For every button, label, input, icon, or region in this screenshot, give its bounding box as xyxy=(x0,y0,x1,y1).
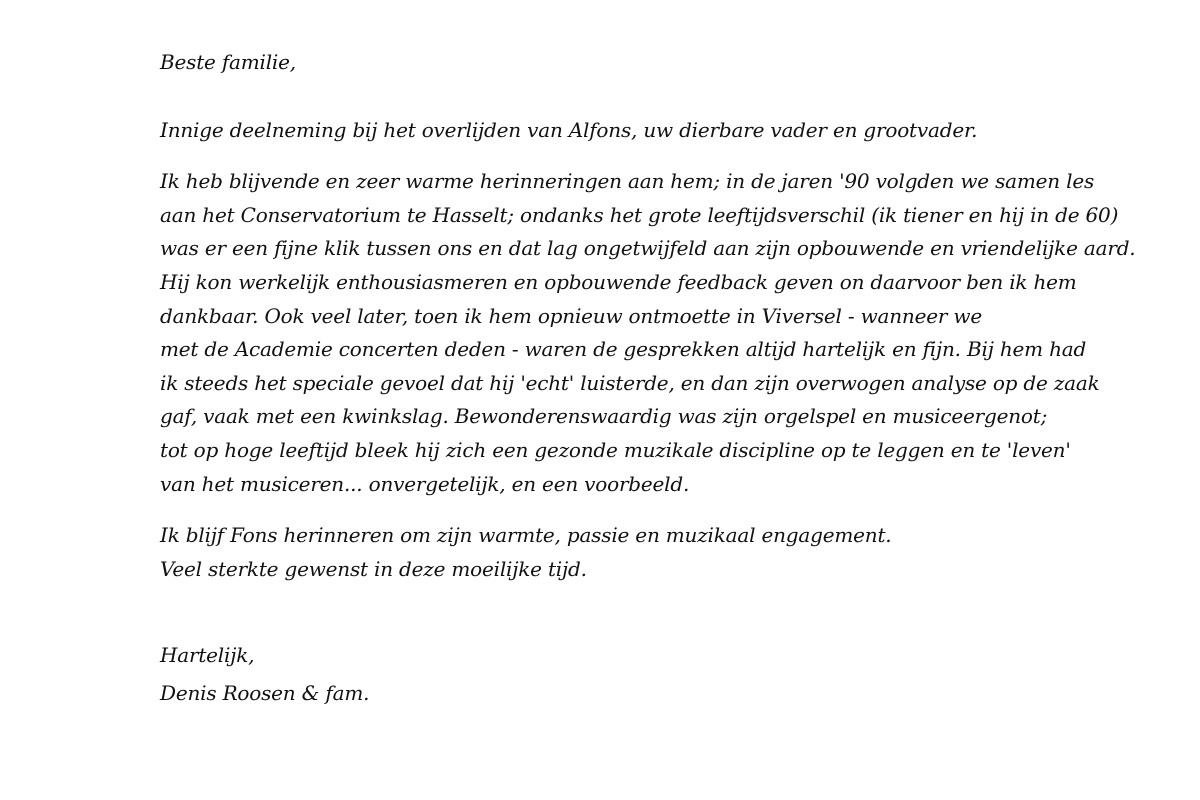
body-line: met de Academie concerten deden - waren de gesprekken altijd hartelijk en fijn. Bij hem had xyxy=(160,337,1087,362)
signature: Denis Roosen & fam. xyxy=(160,681,370,706)
body-line: Ik heb blijvende en zeer warme herinneringen aan hem; in de jaren '90 volgden we samen les xyxy=(160,169,1095,194)
body-line: gaf, vaak met een kwinkslag. Bewonderenswaardig was zijn orgelspel en musiceergenot; xyxy=(160,404,1048,429)
salutation: Beste familie, xyxy=(160,50,296,74)
intro-block xyxy=(160,114,1060,148)
body-line: dankbaar. Ook veel later, toen ik hem opnieuw ontmoette in Viversel - wanneer we xyxy=(160,303,982,328)
salutation-block xyxy=(160,46,1060,80)
signoff: Hartelijk, xyxy=(160,643,255,668)
closing-paragraph xyxy=(160,519,1060,586)
body-line: aan het Conservatorium te Hasselt; ondanks het grote leeftijdsverschil (ik tiener en hij in de 60) xyxy=(160,202,1119,227)
body-line: van het musiceren... onvergetelijk, en een voorbeeld. xyxy=(160,471,690,496)
signoff-block xyxy=(160,636,1060,712)
body-line: tot op hoge leeftijd bleek hij zich een gezonde muzikale discipline op te leggen en te 'leven' xyxy=(160,437,1071,462)
condolence-letter xyxy=(160,46,1136,712)
body-line: ik steeds het speciale gevoel dat hij 'echt' luisterde, en dan zijn overwogen analyse op de zaak xyxy=(160,370,1100,395)
body-line: Hij kon werkelijk enthousiasmeren en opbouwende feedback geven on daarvoor ben ik hem xyxy=(160,269,1077,294)
closing-line: Veel sterkte gewenst in deze moeilijke tijd. xyxy=(160,556,587,581)
body-line: was er een fijne klik tussen ons en dat lag ongetwijfeld aan zijn opbouwende en vriendelijke aard. xyxy=(160,236,1136,261)
intro-line: Innige deelneming bij het overlijden van Alfons, uw dierbare vader en grootvader. xyxy=(160,117,978,142)
closing-line: Ik blijf Fons herinneren om zijn warmte, passie en muzikaal engagement. xyxy=(160,523,892,548)
body-paragraph xyxy=(160,165,1136,501)
